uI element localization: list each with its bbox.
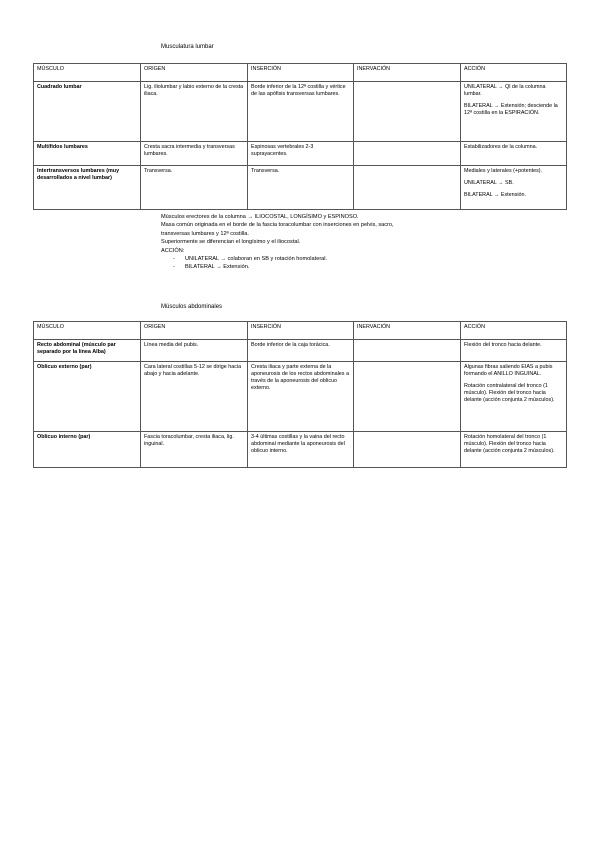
action-line: Flexión del tronco hacia delante.	[464, 342, 542, 348]
action-cell	[461, 432, 567, 468]
note-action-label: ACCIÓN:	[161, 247, 185, 254]
header-action: ACCIÓN	[461, 64, 567, 82]
insertion-cell: Borde inferior de la 12ª costilla y vértice de las apófisis transversas lumbares.	[248, 82, 354, 142]
origin-cell: Fascia toracolumbar, cresta iliaca, lig. inguinal.	[141, 432, 248, 468]
table-header-row	[34, 322, 567, 340]
note-bullet-list	[161, 255, 461, 272]
innervation-cell	[354, 432, 461, 468]
insertion-cell: Borde inferior de la caja torácica.	[248, 340, 354, 362]
origin-cell: Línea media del pubis.	[141, 340, 248, 362]
action-line: BILATERAL → Extensión.	[464, 192, 527, 198]
note-line: Masa común originada en el borde de la fascia toracolumbar con inserciones en pelvis, sacro,	[161, 222, 394, 229]
action-line: Mediales y laterales (+potentes).	[464, 168, 543, 174]
innervation-cell	[354, 142, 461, 166]
action-cell	[461, 362, 567, 432]
list-item: - BILATERAL → Extensión.	[175, 263, 461, 271]
muscle-cell: Oblicuo interno (par)	[34, 432, 141, 468]
header-insertion: INSERCIÓN	[248, 322, 354, 340]
action-line: Rotación contralateral del tronco (1 músculo). Flexión del tronco hacia delante (acción conjunta 2 músculos).	[464, 383, 555, 403]
list-item: - UNILATERAL → colaboran en SB y rotación homolateral.	[175, 255, 461, 263]
header-innervation: INERVACIÓN	[354, 64, 461, 82]
origin-cell: Cresta sacra intermedia y transversas lumbares.	[141, 142, 248, 166]
header-muscle: MÚSCULO	[34, 322, 141, 340]
origin-cell: Cara lateral costillas 5-12 se dirige hacia abajo y hacia adelante.	[141, 362, 248, 432]
table-row	[34, 340, 567, 362]
note-line: Músculos erectores de la columna → ILIOCOSTAL, LONGÍSIMO y ESPINOSO.	[161, 214, 359, 220]
origin-cell: Lig. iliolumbar y labio externo de la cresta iliaca.	[141, 82, 248, 142]
lumbar-muscles-table	[33, 63, 567, 210]
section-title-lumbar: Musculatura lumbar	[161, 44, 214, 50]
muscle-cell: Multífidos lumbares	[34, 142, 141, 166]
muscle-cell: Cuadrado lumbar	[34, 82, 141, 142]
action-line: BILATERAL → Extensión; desciende la 12ª costilla en la ESPIRACIÓN.	[464, 103, 558, 116]
action-line: UNILATERAL → SB.	[464, 180, 514, 186]
action-cell	[461, 82, 567, 142]
erector-spinae-note	[161, 213, 461, 272]
insertion-cell: Transversa.	[248, 166, 354, 210]
insertion-cell: Cresta iliaca y parte externa de la aponeurosis de los rectos abdominales a través de la aponeurosis del oblicuo externo.	[248, 362, 354, 432]
note-line: Superiormente se diferencian el longísimo y el iliocostal.	[161, 239, 301, 246]
action-cell	[461, 166, 567, 210]
action-cell	[461, 340, 567, 362]
header-innervation: INERVACIÓN	[354, 322, 461, 340]
action-line: UNILATERAL → Ql de la columna lumbar.	[464, 84, 546, 97]
header-insertion: INSERCIÓN	[248, 64, 354, 82]
table-row	[34, 166, 567, 210]
table-row	[34, 432, 567, 468]
innervation-cell	[354, 362, 461, 432]
muscle-cell: Oblicuo externo (par)	[34, 362, 141, 432]
insertion-cell: 3-4 últimas costillas y la vaina del recto abdominal mediante la aponeurosis del oblicuo interno.	[248, 432, 354, 468]
insertion-cell: Espinosas vertebrales 2-3 suprayacentes.	[248, 142, 354, 166]
innervation-cell	[354, 340, 461, 362]
action-line: Rotación homolateral del tronco (1 músculo). Flexión del tronco hacia delante (acción conjunta 2 músculos).	[464, 434, 555, 454]
origin-cell: Transversa.	[141, 166, 248, 210]
header-action: ACCIÓN	[461, 322, 567, 340]
action-cell	[461, 142, 567, 166]
muscle-cell: Intertransversos lumbares (muy desarrollados a nivel lumbar)	[34, 166, 141, 210]
muscle-cell: Recto abdominal (músculo par separado por la línea Alba)	[34, 340, 141, 362]
note-line: transversas lumbares y 12ª costilla.	[161, 230, 249, 237]
innervation-cell	[354, 82, 461, 142]
table-row	[34, 142, 567, 166]
section-title-abdominal: Músculos abdominales	[161, 304, 223, 310]
table-row	[34, 82, 567, 142]
action-line: Estabilizadores de la columna.	[464, 144, 538, 150]
header-origin: ORIGEN	[141, 64, 248, 82]
innervation-cell	[354, 166, 461, 210]
abdominal-muscles-table	[33, 321, 567, 468]
table-header-row	[34, 64, 567, 82]
table-row	[34, 362, 567, 432]
header-origin: ORIGEN	[141, 322, 248, 340]
action-line: Algunas fibras saliendo EIAS a pubis formando el ANILLO INGUINAL.	[464, 364, 553, 377]
header-muscle: MÚSCULO	[34, 64, 141, 82]
